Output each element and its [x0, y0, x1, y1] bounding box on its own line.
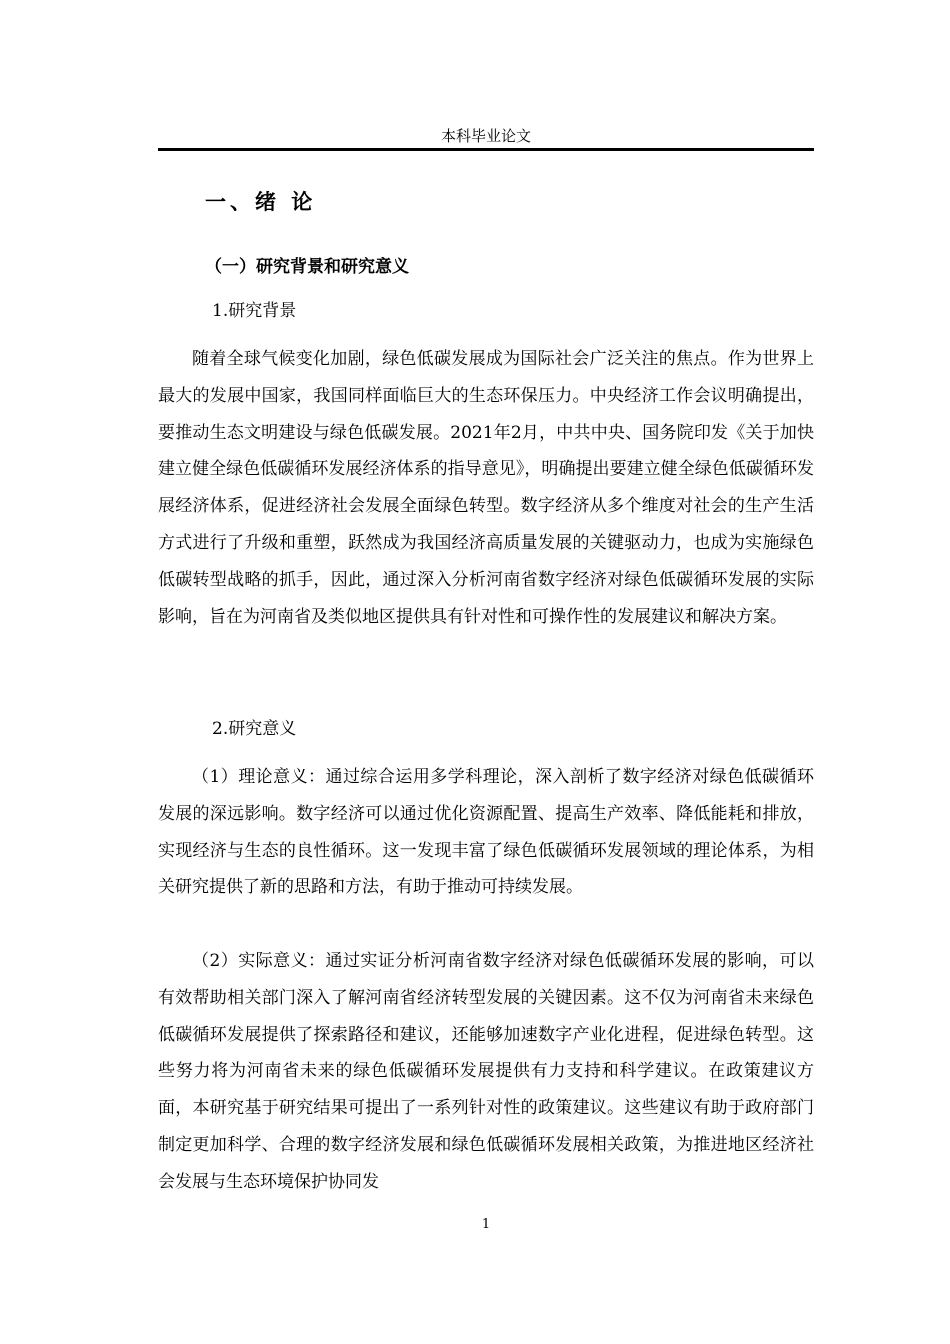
- page-number: 1: [481, 1217, 491, 1232]
- chapter-heading: 一、绪 论: [205, 190, 317, 214]
- running-header-title: 本科毕业论文: [440, 127, 531, 145]
- subsection-heading-background: 1.研究背景: [212, 301, 297, 321]
- header-divider: [158, 148, 814, 151]
- subsection-heading-significance: 2.研究意义: [212, 719, 297, 739]
- paragraph-practical-significance: （2）实际意义：通过实证分析河南省数字经济对绿色低碳循环发展的影响，可以有效帮助相关部门深入了解河南省经济转型发展的关键因素。这不仅为河南省未来绿色低碳循环发展提供了探索路径和建议，还能够加速数字产业化进程，促进绿色转型。这些努力将为河南省未来的绿色低碳循环发展提供有力支持和科学建议。在政策建议方面，本研究基于研究结果可提出了一系列针对性的政策建议。这些建议有助于政府部门制定更加科学、合理的数字经济发展和绿色低碳循环发展相关政策，为推进地区经济社会发展与生态环境保护协同发: [158, 951, 814, 1192]
- paragraph-theoretical-significance: （1）理论意义：通过综合运用多学科理论，深入剖析了数字经济对绿色低碳循环发展的深远影响。数字经济可以通过优化资源配置、提高生产效率、降低能耗和排放，实现经济与生态的良性循环。这一发现丰富了绿色低碳循环发展领域的理论体系，为相关研究提供了新的思路和方法，有助于推动可持续发展。: [158, 767, 814, 898]
- section-heading: （一）研究背景和研究意义: [205, 257, 409, 277]
- paragraph-background: 随着全球气候变化加剧，绿色低碳发展成为国际社会广泛关注的焦点。作为世界上最大的发展中国家，我国同样面临巨大的生态环保压力。中央经济工作会议明确提出，要推动生态文明建设与绿色低碳发展。2021年2月，中共中央、国务院印发《关于加快建立健全绿色低碳循环发展经济体系的指导意见》，明确提出要建立健全绿色低碳循环发展经济体系，促进经济社会发展全面绿色转型。数字经济从多个维度对社会的生产生活方式进行了升级和重塑，跃然成为我国经济高质量发展的关键驱动力，也成为实施绿色低碳转型战略的抓手，因此，通过深入分析河南省数字经济对绿色低碳循环发展的实际影响，旨在为河南省及类似地区提供具有针对性和可操作性的发展建议和解决方案。: [158, 349, 814, 627]
